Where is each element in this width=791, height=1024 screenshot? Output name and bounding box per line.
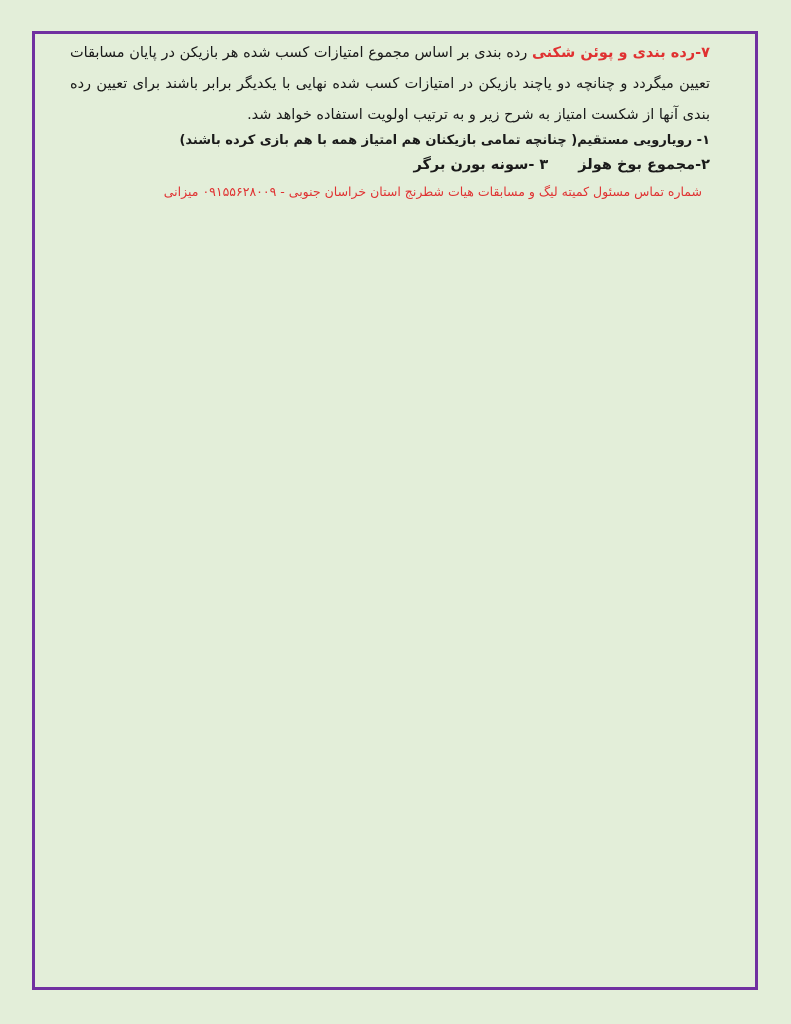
ranking-paragraph [70,38,710,131]
section-heading: ۷-رده بندی و پوئن شکنی [531,45,710,61]
criterion-buchholz: ۲-مجموع بوخ هولز [578,157,710,173]
criteria-line-2 [70,153,710,177]
contact-info: شماره تماس مسئول کمیته لیگ و مسابقات هیات شطرنج استان خراسان جنوبی - ۰۹۱۵۵۶۲۸۰۰۹ میزانی [163,184,702,199]
document-content [70,38,710,205]
criterion-direct-encounter: ۱- رویارویی مستقیم( چنانچه تمامی بازیکنان هم امتیاز همه با هم بازی کرده باشند) [179,133,710,148]
section-body: رده بندی بر اساس مجموع امتیازات کسب شده هر بازیکن در پایان مسابقات تعیین میگردد و چنانچه دو یاچند بازیکن در امتیازات کسب شده نهایی با یکدیگر برابر باشند برای تعیین رده بندی آنها از شکست امتیاز به شرح زیر و به ترتیب اولویت استفاده خواهد شد. [70,45,710,123]
criterion-sonneborn-berger: ۳ -سونه بورن برگر [413,157,549,173]
